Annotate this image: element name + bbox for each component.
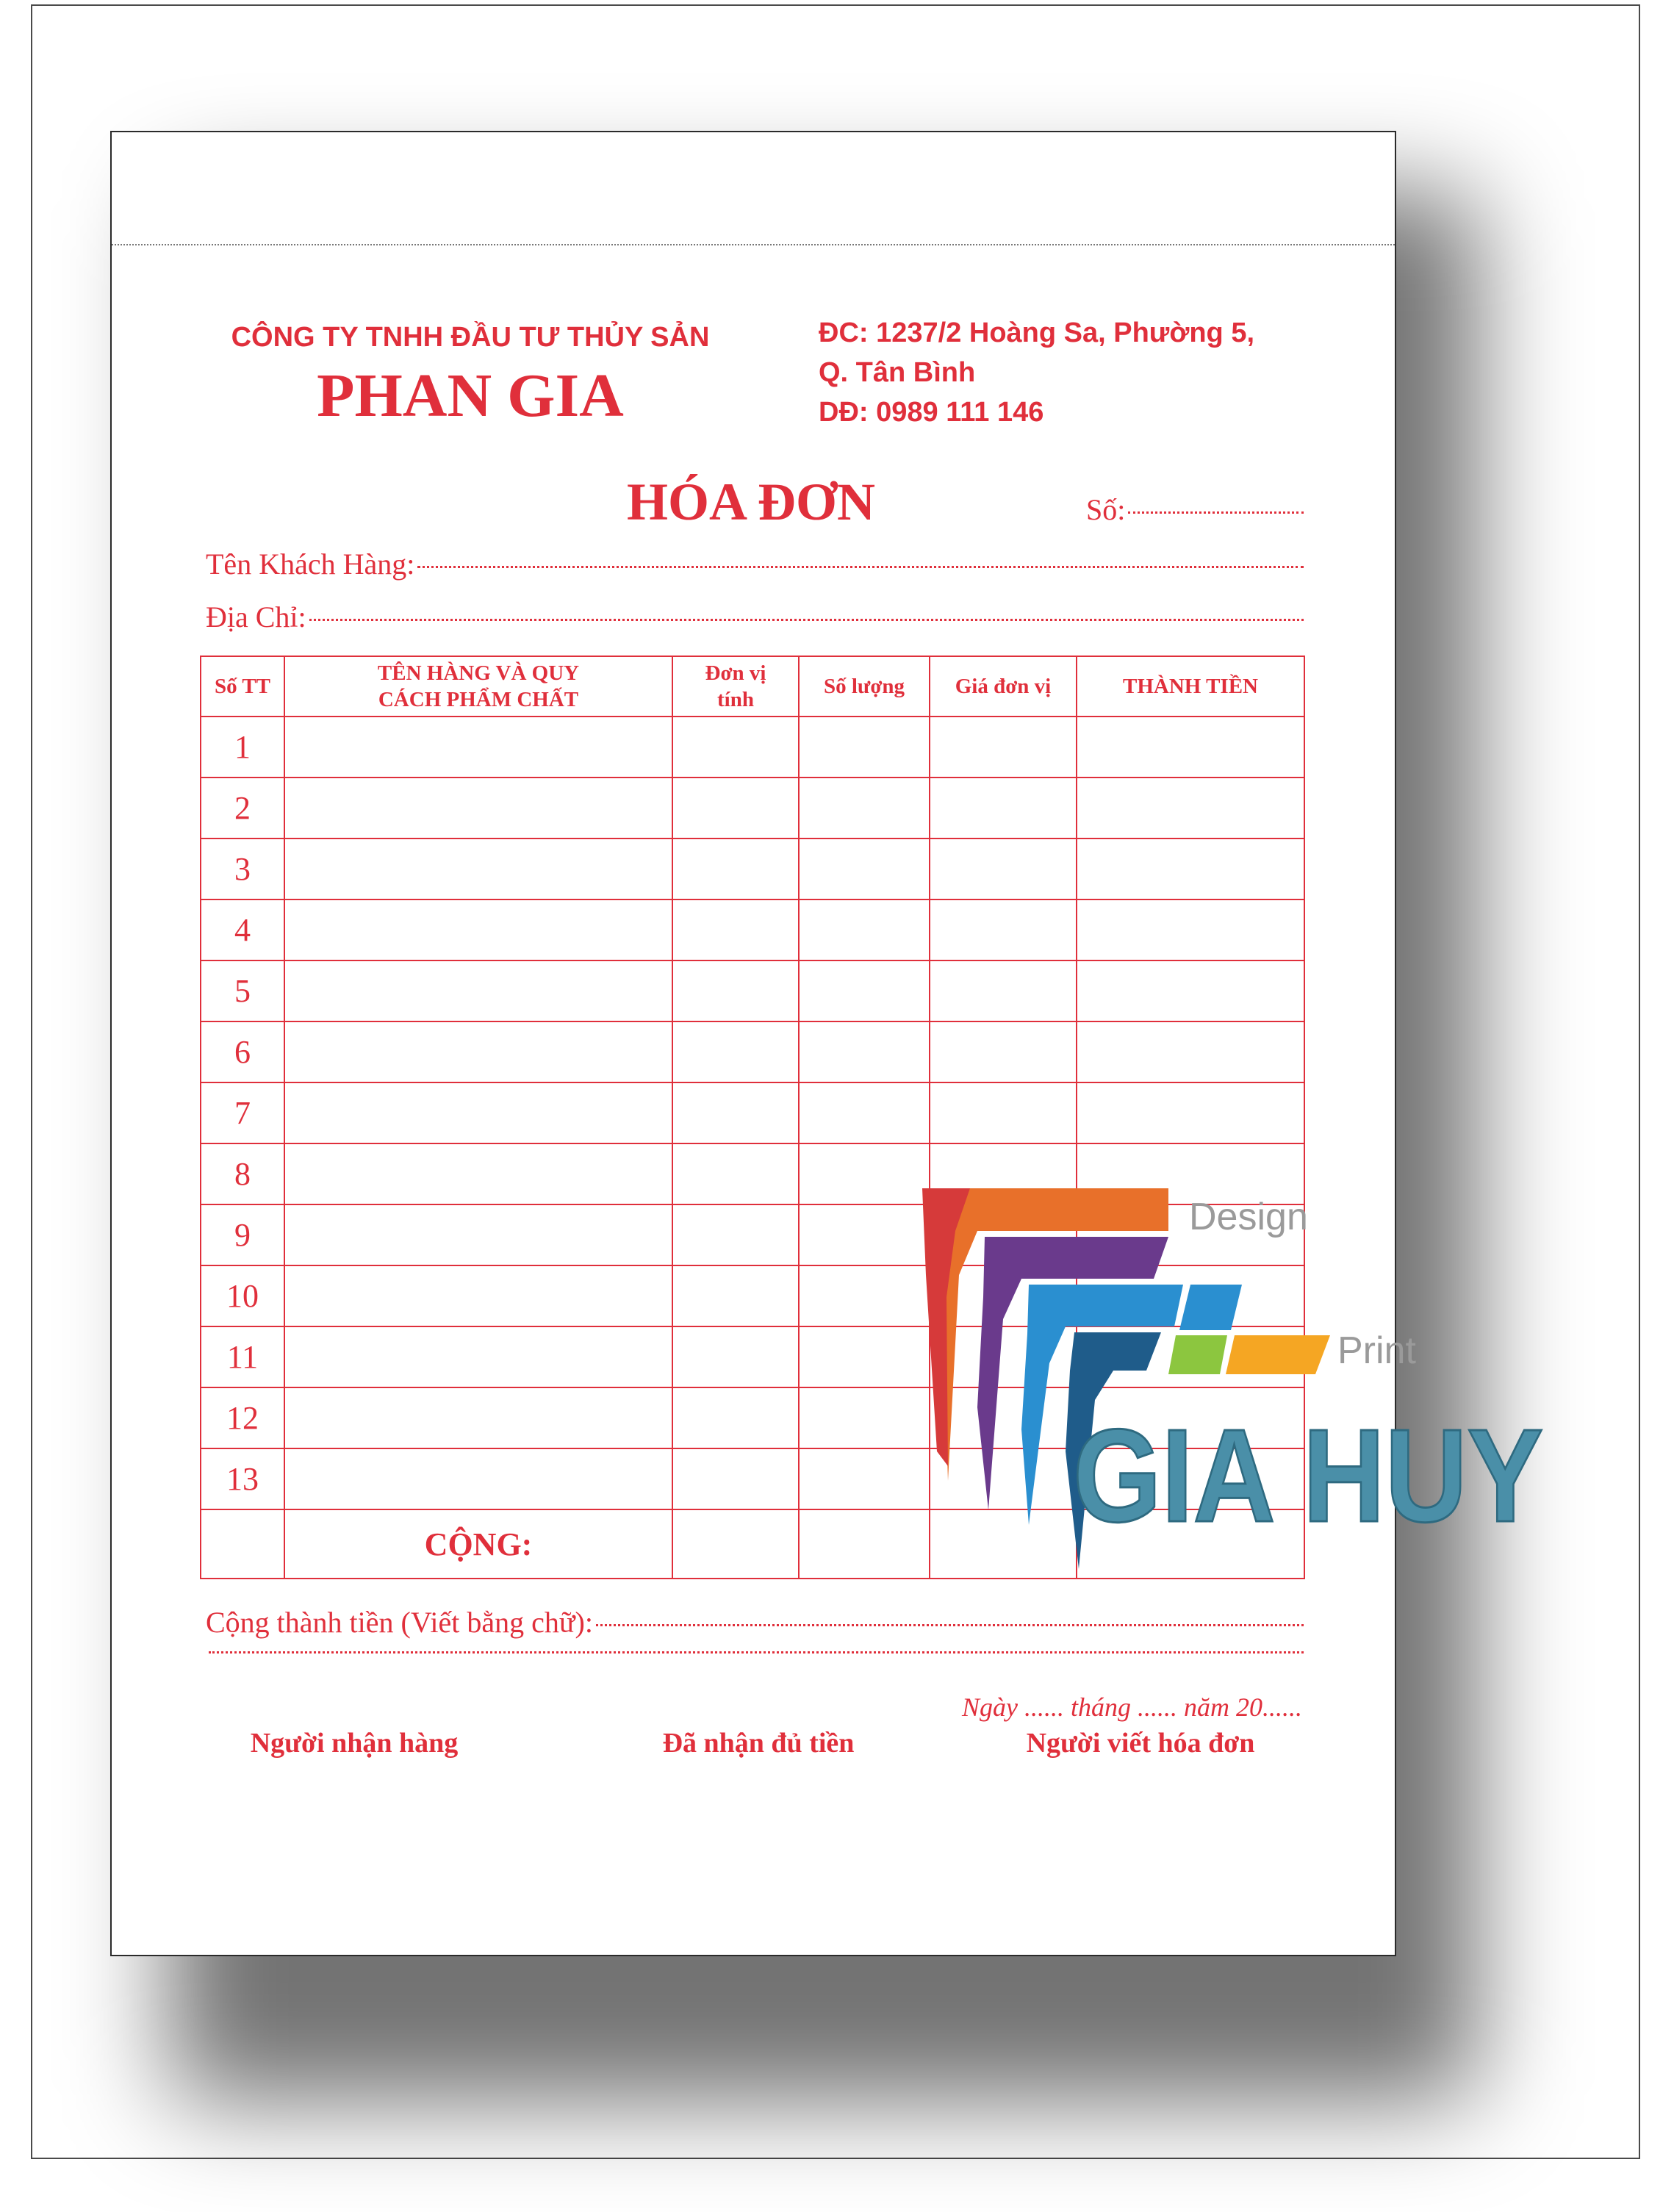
empty-cell [930, 778, 1077, 839]
amount-words-continuation [206, 1656, 1304, 1659]
empty-cell [672, 717, 799, 778]
signature-paid: Đã nhận đủ tiền [662, 1728, 855, 1759]
empty-cell [672, 960, 799, 1021]
date-line: Ngày ...... tháng ...... năm 20...... [962, 1692, 1302, 1722]
empty-cell [799, 1082, 930, 1143]
row-number: 7 [201, 1082, 284, 1143]
signature-receiver: Người nhận hàng [250, 1728, 459, 1759]
empty-cell [1077, 1082, 1304, 1143]
row-number: 6 [201, 1021, 284, 1082]
table-row [201, 1082, 1304, 1143]
empty-cell [930, 899, 1077, 960]
empty-cell [1077, 717, 1304, 778]
invoice-number-label: Số: [1086, 493, 1126, 526]
empty-cell [1077, 960, 1304, 1021]
amount-words-field [206, 1605, 1304, 1640]
empty-cell [799, 839, 930, 899]
empty-cell [284, 1082, 672, 1143]
empty-cell [672, 1204, 799, 1265]
table-row [201, 839, 1304, 899]
gia-huy-watermark-logo [919, 1187, 1565, 1584]
empty-cell [672, 1448, 799, 1509]
empty-cell [799, 1448, 930, 1509]
row-number: 9 [201, 1204, 284, 1265]
empty-cell [799, 778, 930, 839]
empty-cell [799, 899, 930, 960]
empty-cell [930, 960, 1077, 1021]
empty-cell [672, 778, 799, 839]
signature-issuer: Người viết hóa đơn [1026, 1728, 1255, 1759]
address-label: Địa Chỉ: [206, 600, 306, 633]
empty-cell [284, 1265, 672, 1326]
company-line: CÔNG TY TNHH ĐẦU TƯ THỦY SẢN [231, 322, 710, 353]
dotted-line [309, 618, 1304, 621]
address-line-2: Q. Tân Bình [819, 357, 976, 388]
total-cell [201, 1509, 284, 1579]
empty-cell [1077, 899, 1304, 960]
total-label: CỘNG: [284, 1509, 672, 1579]
empty-cell [799, 1021, 930, 1082]
phone-line: DĐ: 0989 111 146 [819, 397, 1044, 428]
row-number: 5 [201, 960, 284, 1021]
invoice-sheet [110, 131, 1396, 1956]
empty-cell [284, 1448, 672, 1509]
header-unit-price: Giá đơn vị [930, 656, 1077, 717]
empty-cell [1077, 839, 1304, 899]
empty-cell [284, 1387, 672, 1448]
logo-green-square [1168, 1335, 1227, 1374]
empty-cell [799, 1204, 930, 1265]
dotted-line [1128, 511, 1304, 514]
empty-cell [284, 899, 672, 960]
total-cell [799, 1509, 930, 1579]
logo-design-text: Design [1189, 1196, 1308, 1238]
row-number: 13 [201, 1448, 284, 1509]
dotted-line [417, 565, 1304, 568]
empty-cell [672, 1265, 799, 1326]
customer-field [206, 547, 1304, 581]
empty-cell [672, 1082, 799, 1143]
empty-cell [930, 717, 1077, 778]
logo-brand-text: GIA HUY [1073, 1402, 1543, 1550]
table-header-row [201, 656, 1304, 717]
invoice-title: HÓA ĐƠN [626, 473, 876, 531]
empty-cell [284, 1021, 672, 1082]
header-quantity: Số lượng [799, 656, 930, 717]
header-amount: THÀNH TIỀN [1077, 656, 1304, 717]
logo-yellow-square [1226, 1335, 1330, 1374]
invoice-number-field [1086, 492, 1304, 527]
empty-cell [1077, 1021, 1304, 1082]
empty-cell [799, 960, 930, 1021]
row-number: 4 [201, 899, 284, 960]
row-number: 10 [201, 1265, 284, 1326]
row-number: 11 [201, 1326, 284, 1387]
empty-cell [284, 717, 672, 778]
table-row [201, 899, 1304, 960]
row-number: 12 [201, 1387, 284, 1448]
header-unit: Đơn vị tính [672, 656, 799, 717]
customer-label: Tên Khách Hàng: [206, 547, 415, 581]
table-row [201, 1021, 1304, 1082]
empty-cell [672, 1387, 799, 1448]
empty-cell [284, 778, 672, 839]
dotted-line [209, 1651, 1304, 1653]
empty-cell [672, 1143, 799, 1204]
header-stt: Số TT [201, 656, 284, 717]
empty-cell [284, 1326, 672, 1387]
row-number: 2 [201, 778, 284, 839]
table-row [201, 960, 1304, 1021]
header-item-name: TÊN HÀNG VÀ QUY CÁCH PHẨM CHẤT [284, 656, 672, 717]
empty-cell [672, 839, 799, 899]
empty-cell [930, 1021, 1077, 1082]
empty-cell [799, 1326, 930, 1387]
address-line-1: ĐC: 1237/2 Hoàng Sa, Phường 5, [819, 317, 1255, 348]
logo-print-text: Print [1337, 1329, 1416, 1372]
empty-cell [672, 1326, 799, 1387]
empty-cell [799, 1265, 930, 1326]
table-row [201, 778, 1304, 839]
perforation-line [112, 244, 1395, 245]
empty-cell [1077, 778, 1304, 839]
empty-cell [799, 717, 930, 778]
empty-cell [799, 1143, 930, 1204]
total-cell [672, 1509, 799, 1579]
table-row [201, 717, 1304, 778]
row-number: 3 [201, 839, 284, 899]
logo-blue-square [1179, 1285, 1242, 1330]
empty-cell [672, 1021, 799, 1082]
empty-cell [284, 960, 672, 1021]
dotted-line [596, 1623, 1304, 1626]
empty-cell [284, 1204, 672, 1265]
amount-words-label: Cộng thành tiền (Viết bằng chữ): [206, 1606, 593, 1639]
empty-cell [799, 1387, 930, 1448]
row-number: 1 [201, 717, 284, 778]
empty-cell [930, 839, 1077, 899]
empty-cell [284, 839, 672, 899]
empty-cell [672, 899, 799, 960]
empty-cell [284, 1143, 672, 1204]
row-number: 8 [201, 1143, 284, 1204]
company-name: PHAN GIA [317, 362, 624, 430]
empty-cell [930, 1082, 1077, 1143]
address-field [206, 600, 1304, 634]
